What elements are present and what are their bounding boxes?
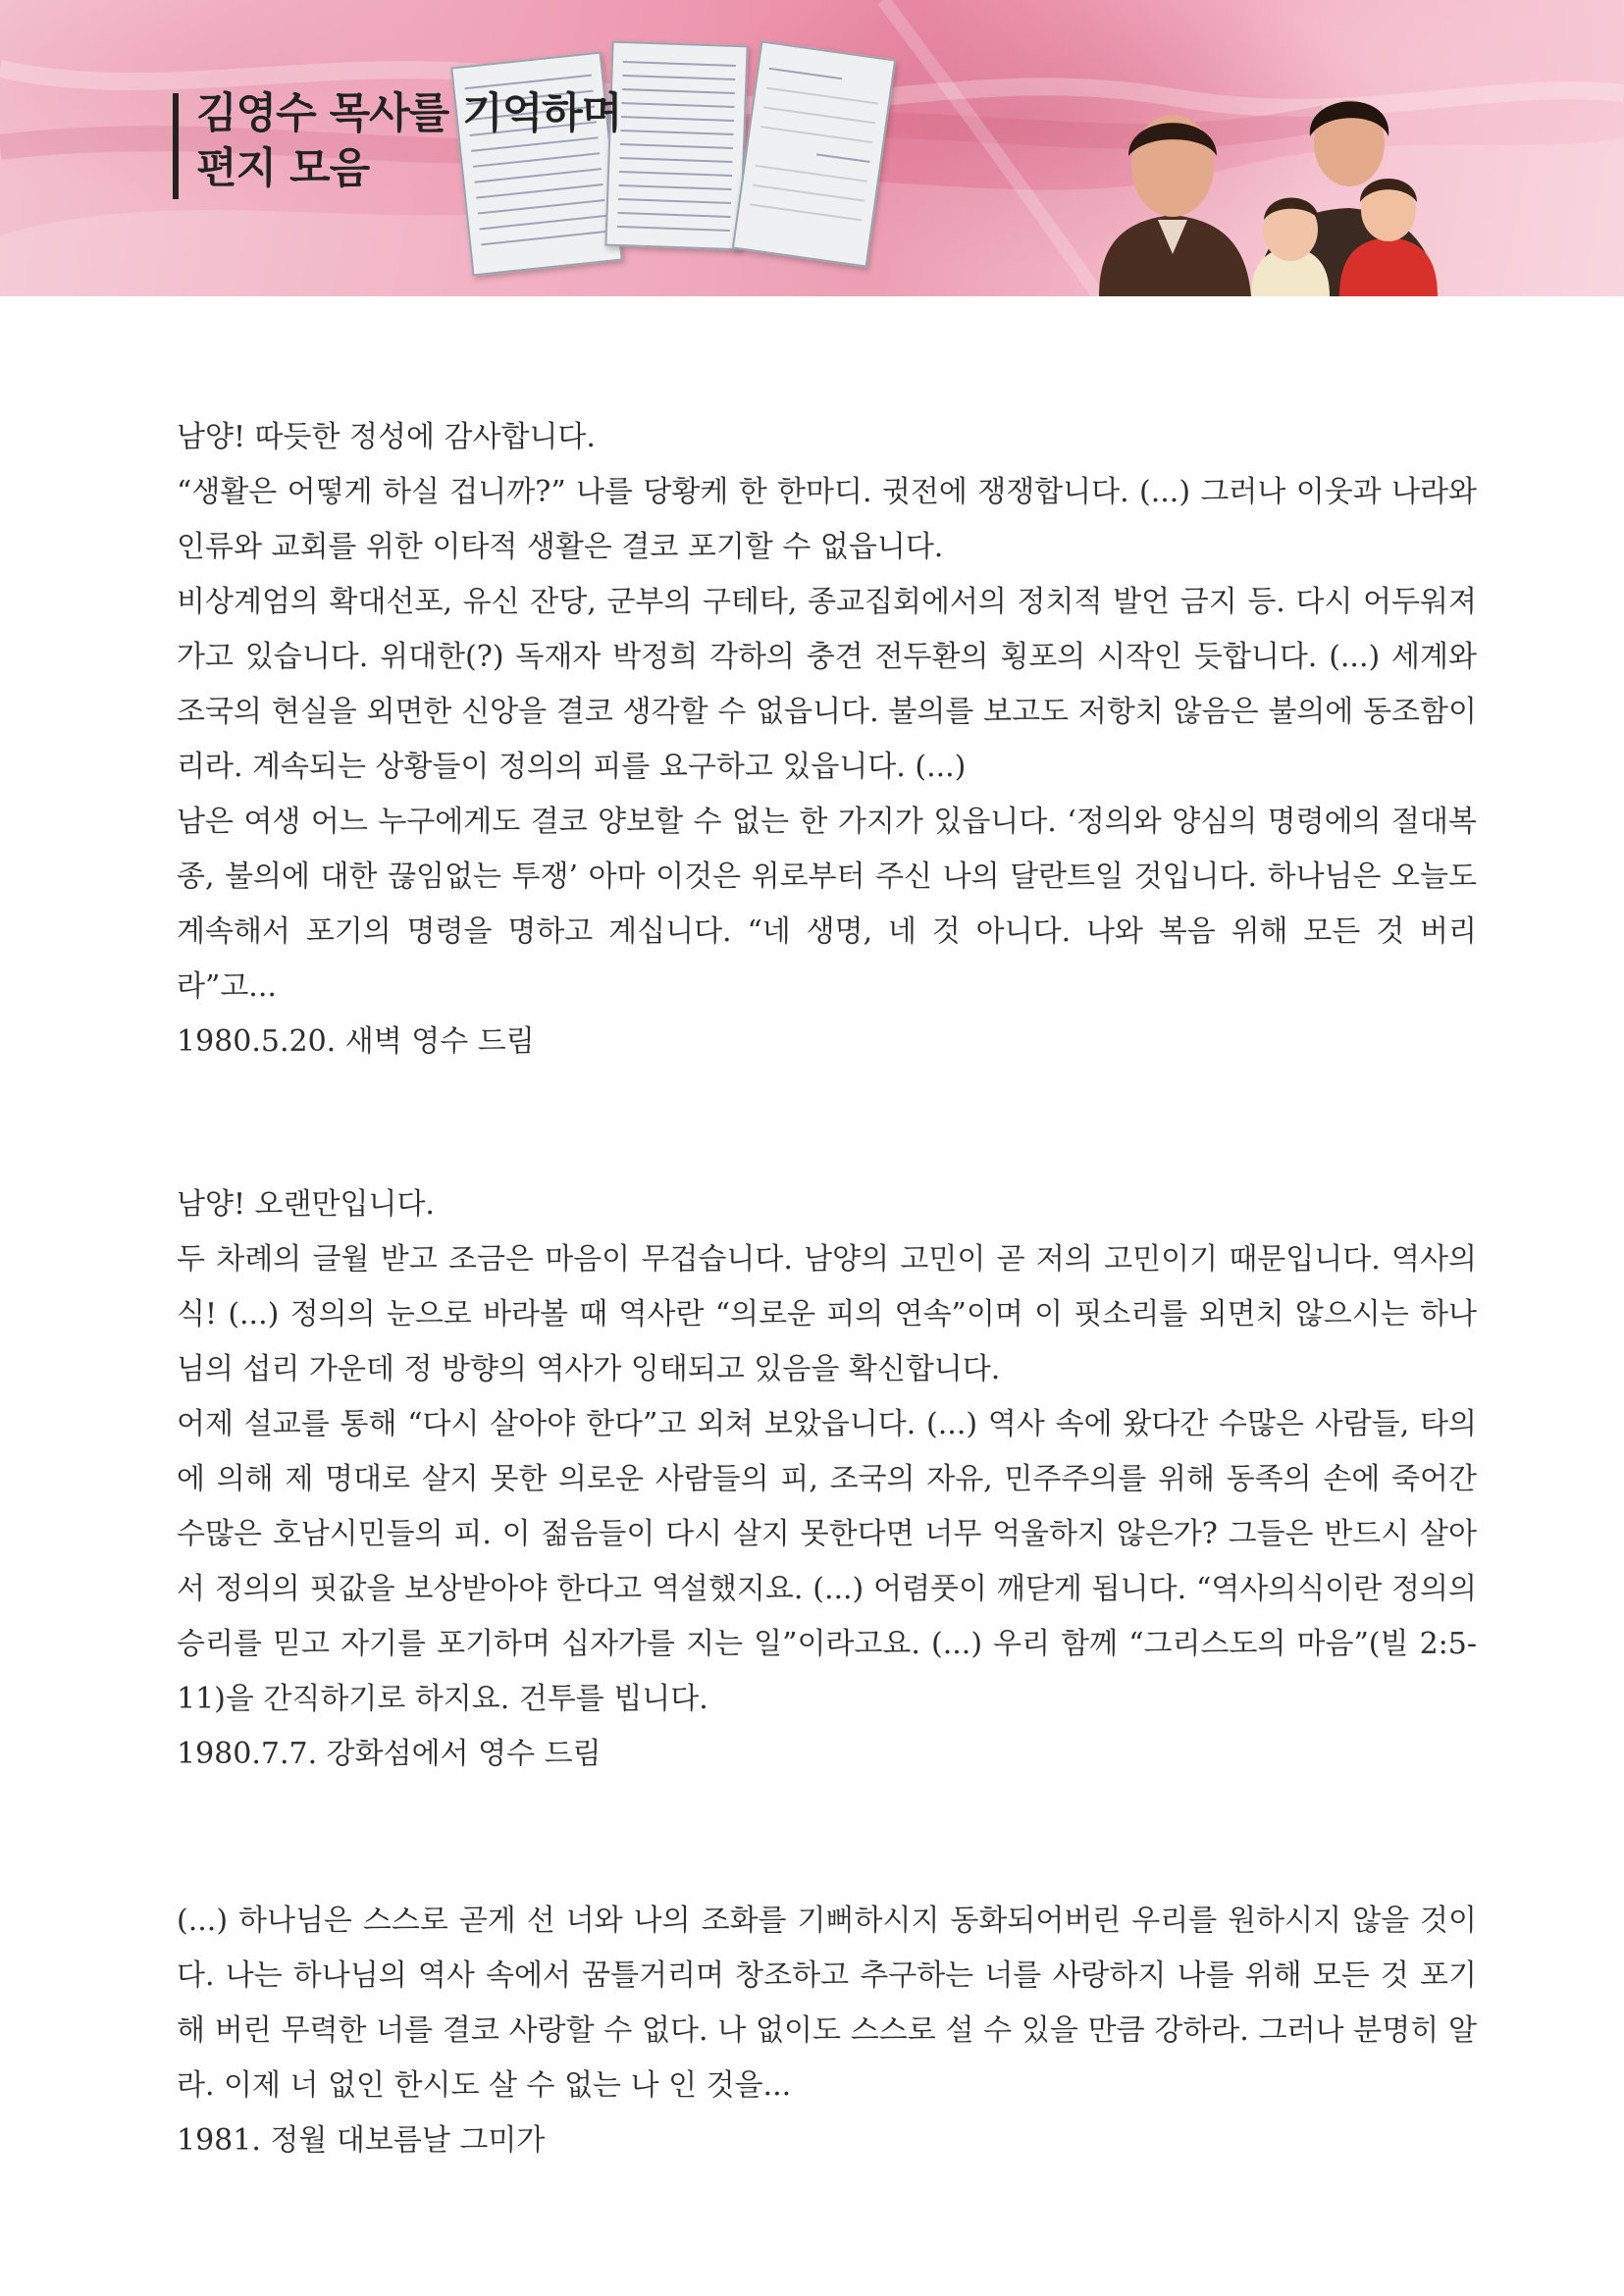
letter-2-signature: 1980.7.7. 강화섬에서 영수 드림 xyxy=(177,1737,602,1771)
letter-1-paragraph-1: 남양! 따듯한 정성에 감사합니다. xyxy=(177,420,596,454)
letter-1-signature: 1980.5.20. 새벽 영수 드림 xyxy=(177,1024,535,1059)
page-title xyxy=(196,86,621,196)
letter-2-paragraph-1: 남양! 오랜만입니다. xyxy=(177,1187,435,1222)
page-title-line2: 편지 모음 xyxy=(196,144,370,193)
letter-2-paragraph-2: 두 차례의 글월 받고 조금은 마음이 무겁습니다. 남양의 고민이 곧 저의 고민이기 때문입니다. 역사의식! (...) 정의의 눈으로 바라볼 때 역사란 “의로운 피의 연속”이며 이 핏소리를 외면치 않으시는 하나님의 섭리 가운데 정 방향의 역사가 잉태되고 있음을 확신합니다. xyxy=(177,1242,1477,1386)
letter-sheet-3 xyxy=(732,40,896,267)
letter-sheet-2 xyxy=(604,41,748,251)
letter-2 xyxy=(177,1177,1477,1782)
letter-2-paragraph-3: 어제 설교를 통해 “다시 살아야 한다”고 외쳐 보았읍니다. (...) 역사 속에 왔다간 수많은 사람들, 타의에 의해 제 명대로 살지 못한 의로운 사람들의 피, 조국의 자유, 민주주의를 위해 동족의 손에 죽어간 수많은 호남시민들의 피. 이 젊음들이 다시 살지 못한다면 너무 억울하지 않은가? 그들은 반드시 살아서 정의의 핏값을 보상받아야 한다고 역설했지요. (...) 어렴풋이 깨닫게 됩니다. “역사의식이란 정의의 승리를 믿고 자기를 포기하며 십자가를 지는 일”이라고요. (...) 우리 함께 “그리스도의 마음”(빌 2:5-11)을 간직하기로 하지요. 건투를 빕니다. xyxy=(177,1407,1477,1716)
title-accent-bar xyxy=(173,93,179,199)
letter-3-paragraph-1: (...) 하나님은 스스로 곧게 선 너와 나의 조화를 기뻐하시지 동화되어버린 우리를 원하시지 않을 것이다. 나는 하나님의 역사 속에서 꿈틀거리며 창조하고 추구하는 너를 사랑하지 나를 위해 모든 것 포기해 버린 무력한 너를 결코 사랑할 수 없다. 나 없이도 스스로 설 수 있을 만큼 강하라. 그러나 분명히 알라. 이제 너 없인 한시도 살 수 없는 나 인 것을... xyxy=(177,1904,1477,2103)
letter-3 xyxy=(177,1894,1477,2168)
letter-1-paragraph-3: 비상계엄의 확대선포, 유신 잔당, 군부의 구테타, 종교집회에서의 정치적 발언 금지 등. 다시 어두워져 가고 있습니다. 위대한(?) 독재자 박정희 각하의 충견 전두환의 횡포의 시작인 듯합니다. (...) 세계와 조국의 현실을 외면한 신앙을 결코 생각할 수 없읍니다. 불의를 보고도 저항치 않음은 불의에 동조함이리라. 계속되는 상황들이 정의의 피를 요구하고 있읍니다. (...) xyxy=(177,585,1477,784)
letter-3-signature: 1981. 정월 대보름날 그미가 xyxy=(177,2123,546,2158)
page-title-line1: 김영수 목사를 기억하며 xyxy=(196,89,622,138)
letter-1 xyxy=(177,410,1477,1070)
header-banner xyxy=(0,0,1624,296)
letter-1-paragraph-2: “생활은 어떻게 하실 겁니까?” 나를 당황케 한 한마디. 귓전에 쟁쟁합니다. (...) 그러나 이웃과 나라와 인류와 교회를 위한 이타적 생활은 결코 포기할 수 없읍니다. xyxy=(177,475,1477,564)
family-portrait-photo xyxy=(1089,82,1472,296)
letter-1-paragraph-4: 남은 여생 어느 누구에게도 결코 양보할 수 없는 한 가지가 있읍니다. ‘정의와 양심의 명령에의 절대복종, 불의에 대한 끊임없는 투쟁’ 아마 이것은 위로부터 주신 나의 달란트일 것입니다. 하나님은 오늘도 계속해서 포기의 명령을 명하고 계십니다. “네 생명, 네 것 아니다. 나와 복음 위해 모든 것 버리라”고... xyxy=(177,805,1477,1004)
